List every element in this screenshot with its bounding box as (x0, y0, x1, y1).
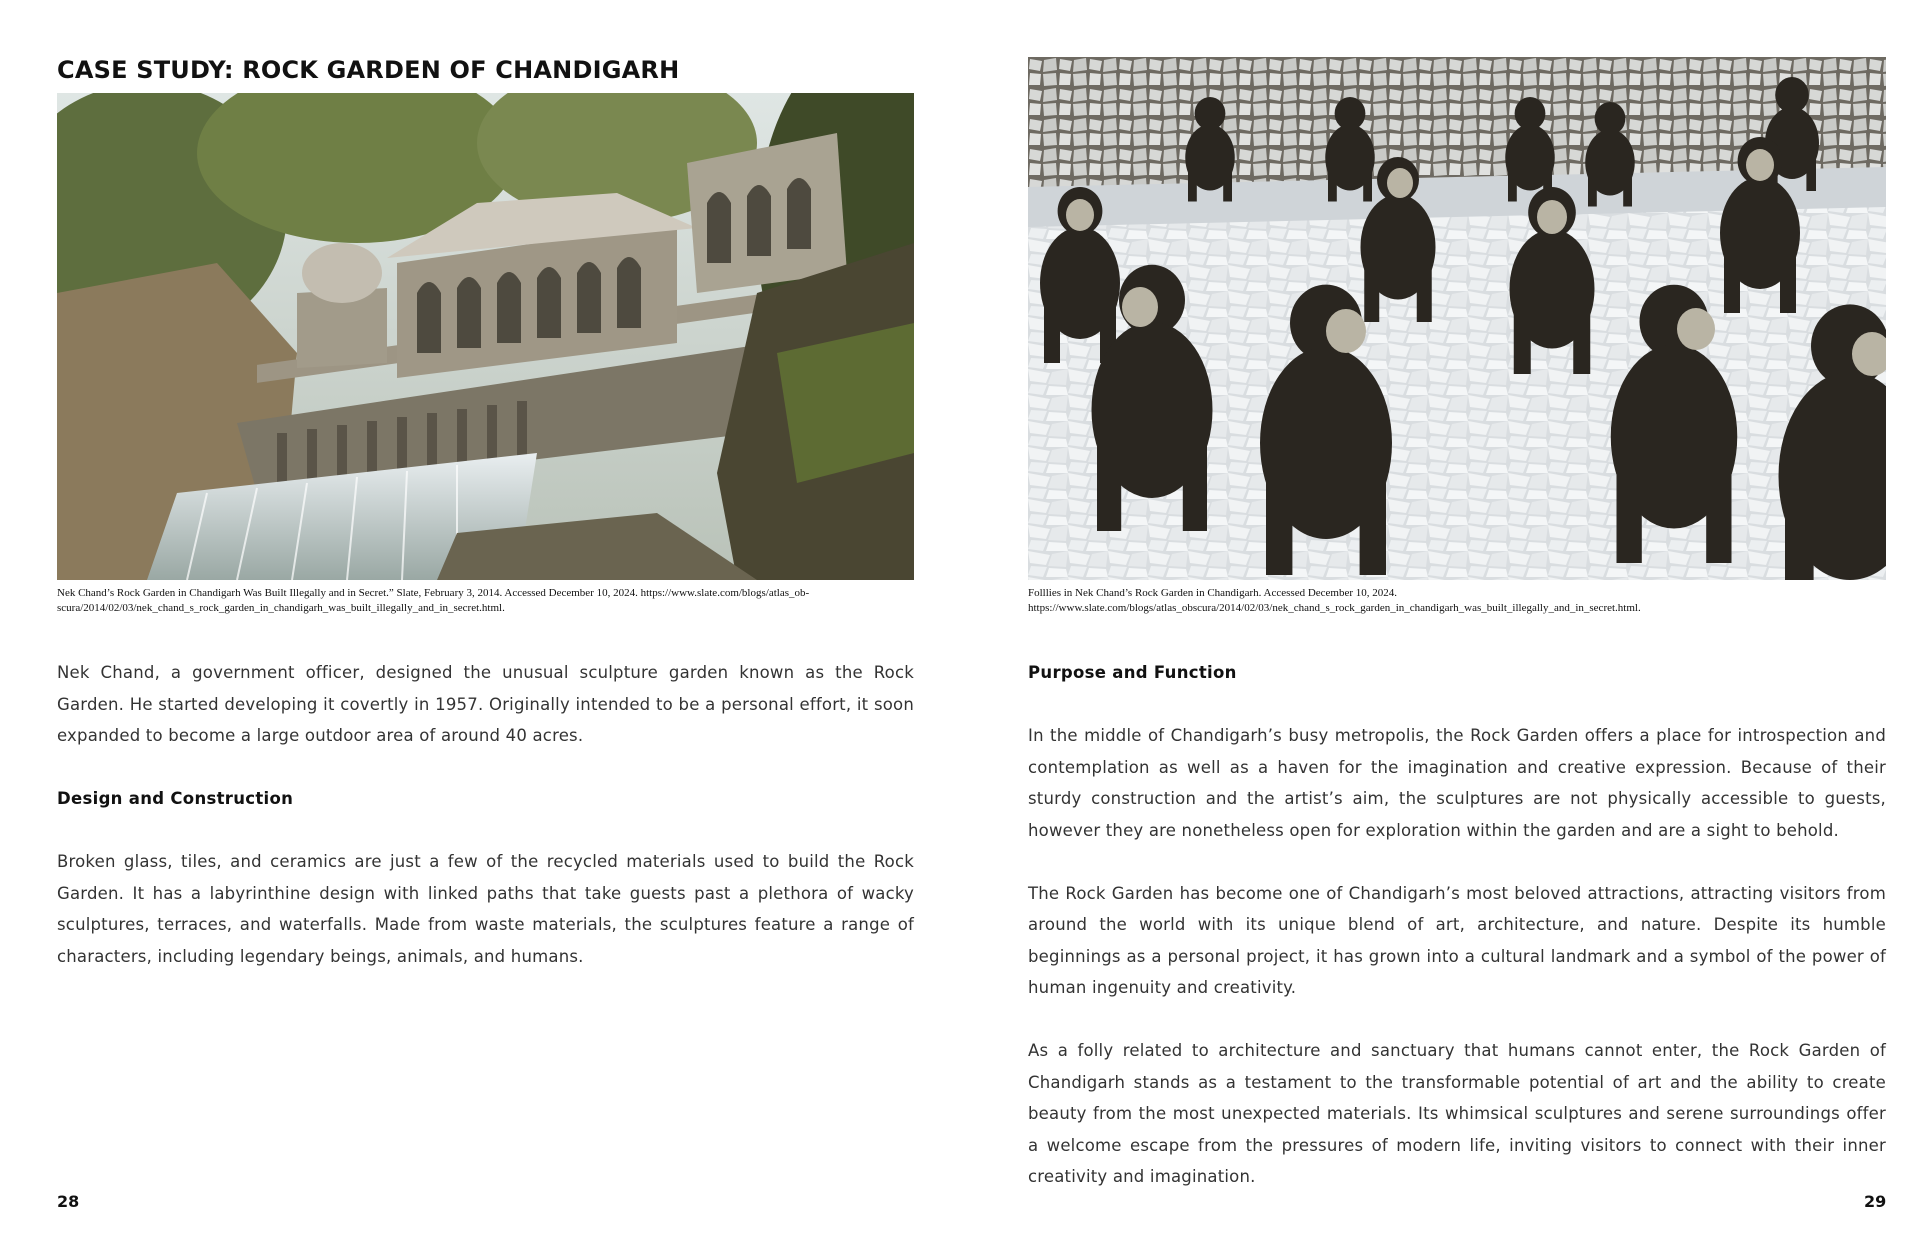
right-body (1028, 657, 1886, 1193)
purpose-paragraph-1: In the middle of Chandigarh’s busy metropolis, the Rock Garden offers a place for introspection and contemplation as well as a haven for the imagination and creative expression. Because of their sturdy construction and the artist’s aim, the sculptures are not physically accessible to guests, however they are nonetheless open for exploration within the garden and are a sight to behold. (1028, 726, 1886, 840)
rock-garden-waterfall-photo (57, 93, 914, 580)
page-number: 28 (57, 1192, 80, 1211)
right-page (960, 0, 1920, 1242)
left-body (57, 657, 914, 972)
image-caption: Folllies in Nek Chand’s Rock Garden in Chandigarh. Accessed December 10, 2024. https://www.slate.com/blogs/atlas_obscura/2014/02/03/nek_chand_s_rock_garden_in_chandigarh_was_built_illegally_and_in_secret.html. (1028, 587, 1641, 614)
image-caption: Nek Chand’s Rock Garden in Chandigarh Was Built Illegally and in Secret.” Slate, February 3, 2014. Accessed December 10, 2024. https://www.slate.com/blogs/atlas_ob-scura/2014/02/03/nek_chand_s_rock_garden_in_chandigarh_was_built_illegally_and_in_secret.html. (57, 587, 810, 614)
purpose-paragraph-2: The Rock Garden has become one of Chandigarh’s most beloved attractions, attracting visitors from around the world with its unique blend of art, architecture, and nature. Despite its humble beginnings as a personal project, it has grown into a cultural landmark and a symbol of the power of human ingenuity and creativity. (1028, 883, 1886, 997)
page-title: CASE STUDY: ROCK GARDEN OF CHANDIGARH (57, 56, 680, 84)
section-heading-design: Design and Construction (57, 789, 294, 808)
monkey-sculptures-photo (1028, 57, 1886, 580)
page-number: 29 (1864, 1192, 1887, 1211)
section-heading-purpose: Purpose and Function (1028, 663, 1237, 682)
intro-paragraph: Nek Chand, a government officer, designed the unusual sculpture garden known as the Rock Garden. He started developing it covertly in 1957. Originally intended to be a personal effort, it soon expanded to become a large outdoor area of around 40 acres. (57, 663, 914, 745)
purpose-paragraph-3: As a folly related to architecture and sanctuary that humans cannot enter, the Rock Garden of Chandigarh stands as a testament to the transformable potential of art and the ability to create beauty from the most unexpected materials. Its whimsical sculptures and serene surroundings offer a welcome escape from the pressures of modern life, inviting visitors to connect with their inner creativity and imagination. (1028, 1041, 1886, 1186)
design-paragraph: Broken glass, tiles, and ceramics are just a few of the recycled materials used to build the Rock Garden. It has a labyrinthine design with linked paths that take guests past a plethora of wacky sculptures, terraces, and waterfalls. Made from waste materials, the sculptures feature a range of characters, including legendary beings, animals, and humans. (57, 852, 914, 966)
